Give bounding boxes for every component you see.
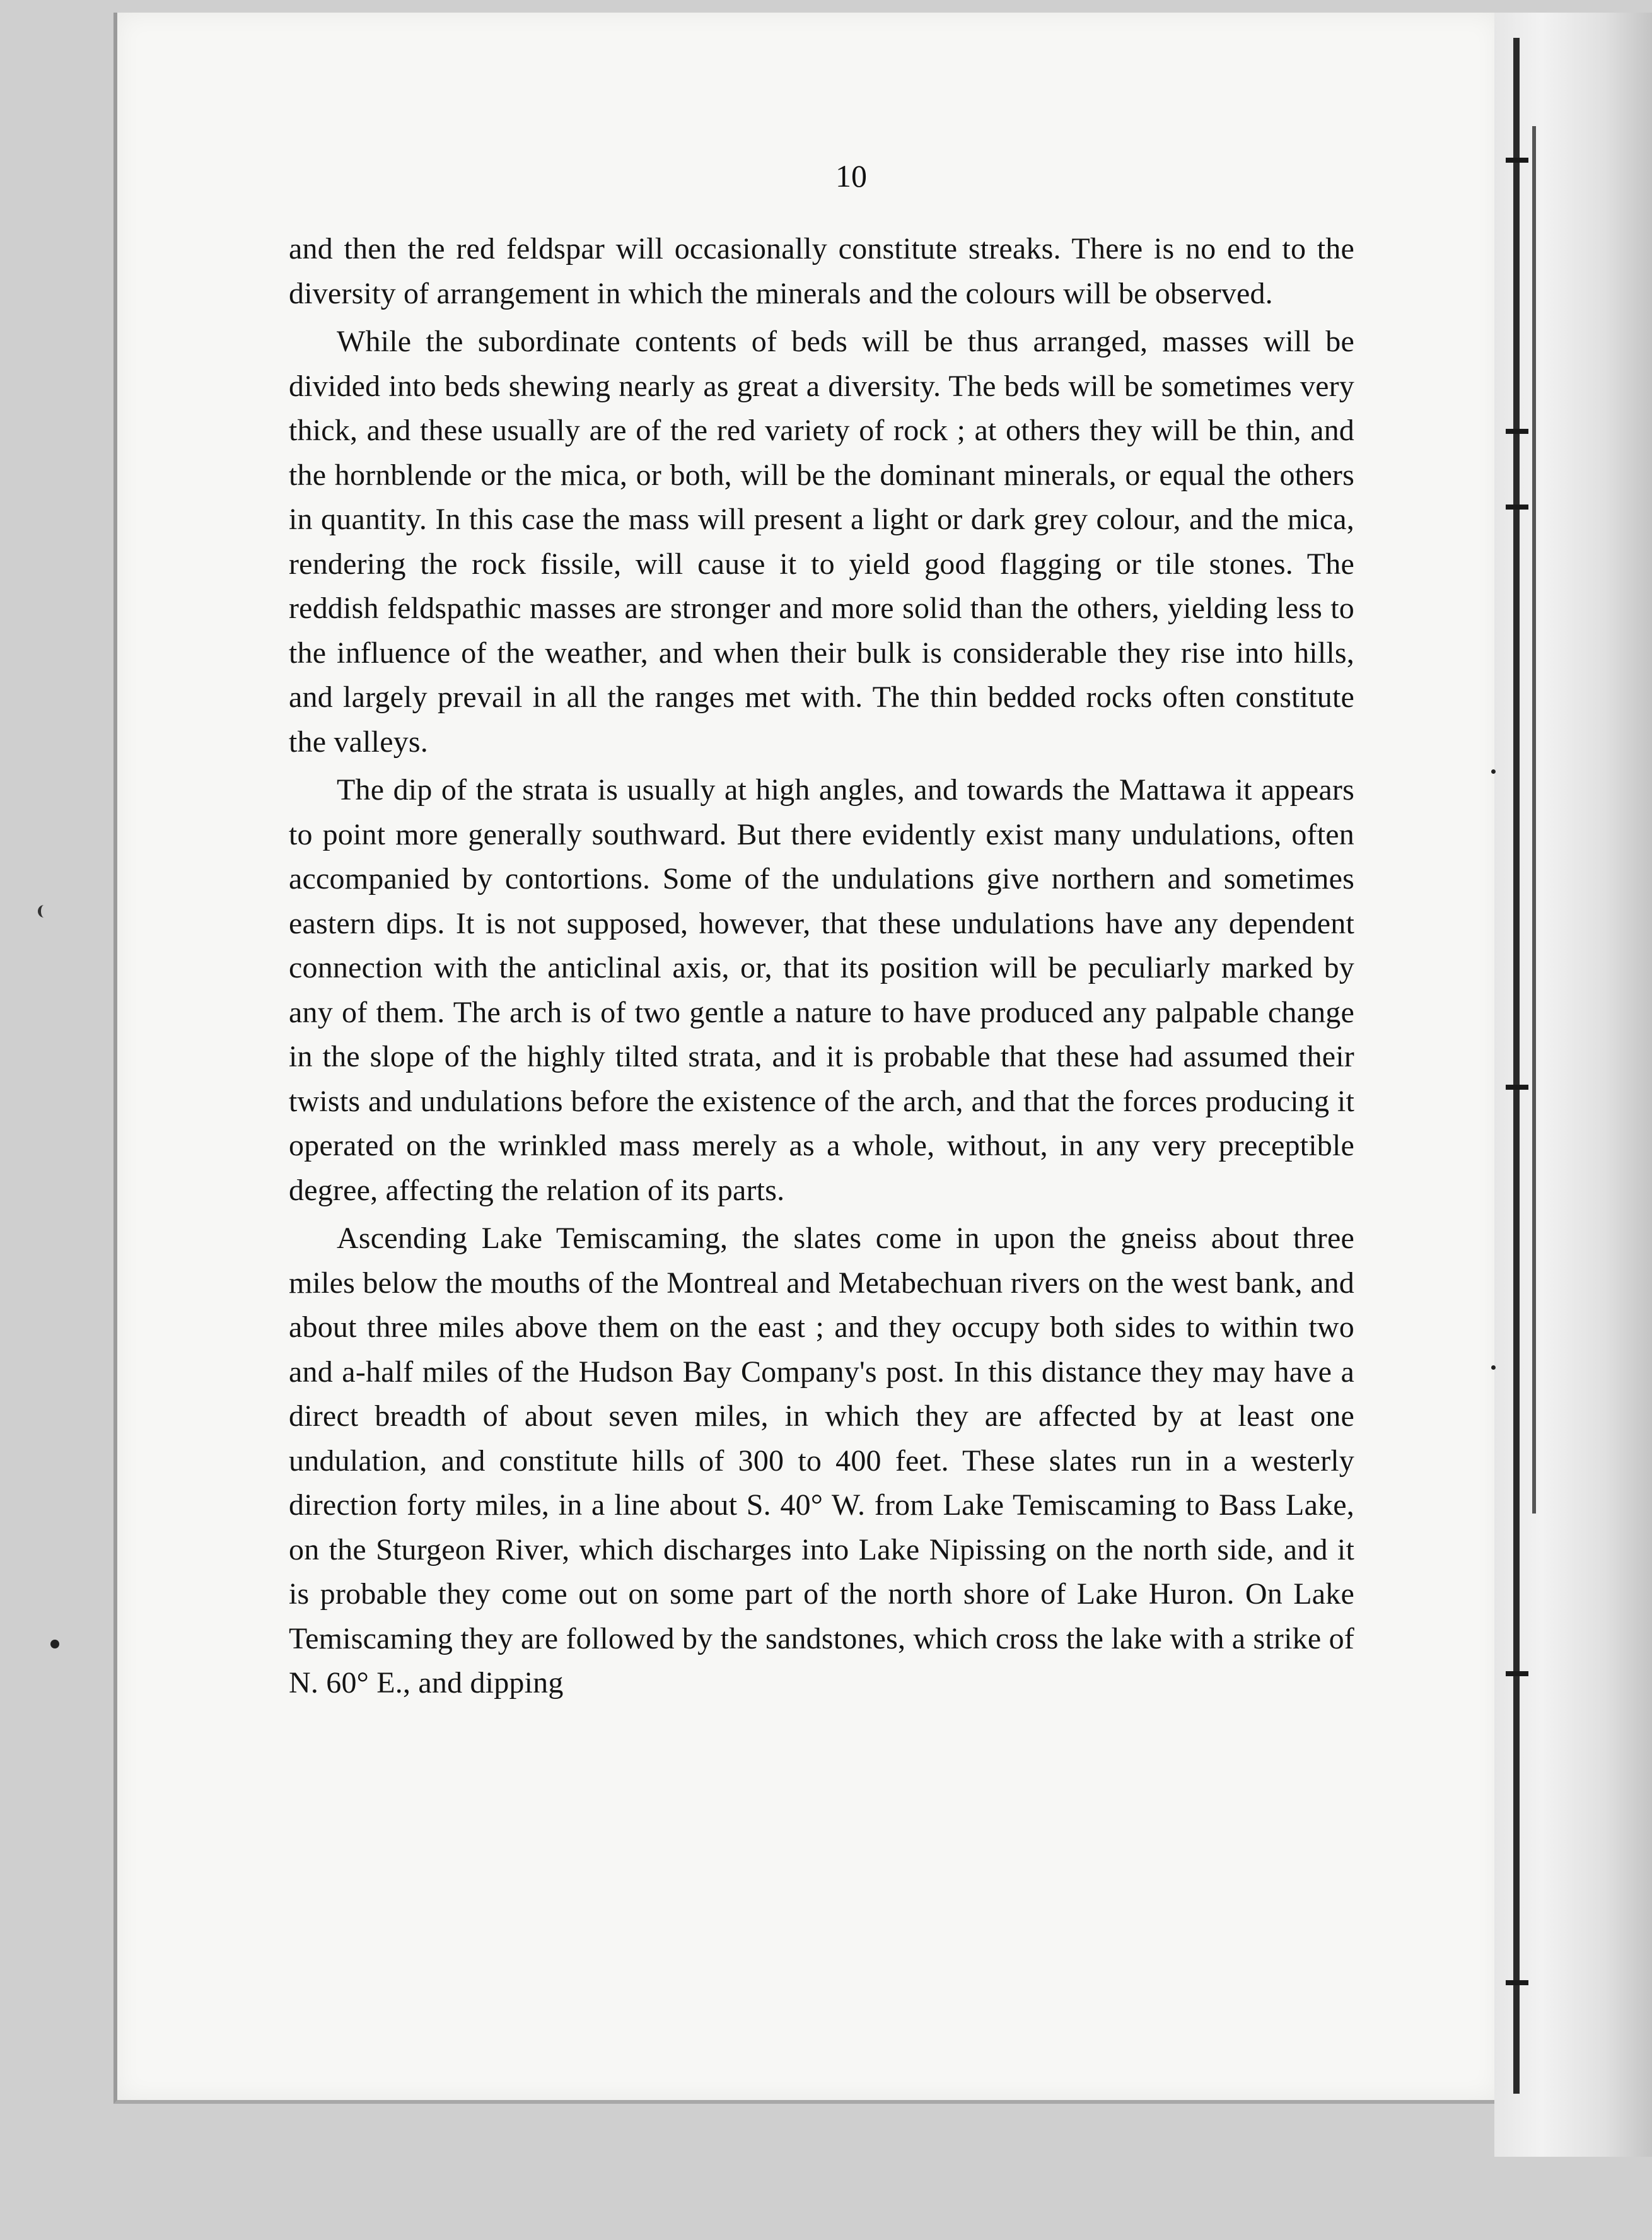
paragraph: and then the red feldspar will occasionally constitute streaks. There is no end to the diversity of arrangement in which the minerals and the colours will be observed. bbox=[289, 232, 1354, 310]
spine-mark bbox=[1506, 505, 1528, 510]
scan-speck bbox=[38, 905, 49, 918]
spine-mark bbox=[1506, 1085, 1528, 1090]
paragraph: While the subordinate contents of beds will be thus arranged, masses will be divided into beds shewing nearly as great a diversity. The beds will be sometimes very thick, and these usually are of the red variety of rock ; at others they will be thin, and the hornblende or the mica, or both, will be the dominant minerals, or equal the others in quantity. In this case the mass will present a light or dark grey colour, and the mica, rendering the rock fissile, will cause it to yield good flagging or tile stones. The reddish feldspathic masses are stronger and more solid than the others, yielding less to the influence of the weather, and when their bulk is considerable they rise into hills, and largely prevail in all the ranges met with. The thin bedded rocks often constitute the valleys. bbox=[289, 325, 1354, 759]
spine-mark bbox=[1506, 1671, 1528, 1676]
spine-mark bbox=[1506, 1980, 1528, 1985]
spine-edge-line bbox=[1513, 38, 1520, 2094]
paragraph: The dip of the strata is usually at high angles, and towards the Mattawa it appears to point more generally southward. But there evidently exist many undulations, often accompanied by contortions. Some of the undulations give northern and sometimes eastern dips. It is not supposed, however, that these undulations have any dependent connection with the anticlinal axis, or, that its position will be peculiarly marked by any of them. The arch is of two gentle a nature to have produced any palpable change in the slope of the highly tilted strata, and it is probable that these had assumed their twists and undulations before the existence of the arch, and that the forces producing it operated on the wrinkled mass merely as a whole, without, in any very preceptible degree, affecting the relation of its parts. bbox=[289, 773, 1354, 1207]
spine-inner-line bbox=[1532, 126, 1536, 1514]
scan-speck bbox=[1491, 769, 1496, 774]
page-number: 10 bbox=[835, 158, 867, 194]
body-text bbox=[289, 227, 1354, 1710]
scan-speck bbox=[1491, 1365, 1496, 1370]
paragraph: Ascending Lake Temiscaming, the slates come in upon the gneiss about three miles below the mouths of the Montreal and Metabechuan rivers on the west bank, and about three miles above them on the east ; and they occupy both sides to within two and a-half miles of the Hudson Bay Company's post. In this distance they may have a direct breadth of about seven miles, in which they are affected by at least one undulation, and constitute hills of 300 to 400 feet. These slates run in a westerly direction forty miles, in a line about S. 40° W. from Lake Temiscaming to Bass Lake, on the Sturgeon River, which discharges into Lake Nipissing on the north side, and it is probable they come out on some part of the north shore of Lake Huron. On Lake Temiscaming they are followed by the sandstones, which cross the lake with a strike of N. 60° E., and dipping bbox=[289, 1222, 1354, 1700]
spine-mark bbox=[1506, 429, 1528, 434]
scan-speck bbox=[50, 1640, 59, 1648]
